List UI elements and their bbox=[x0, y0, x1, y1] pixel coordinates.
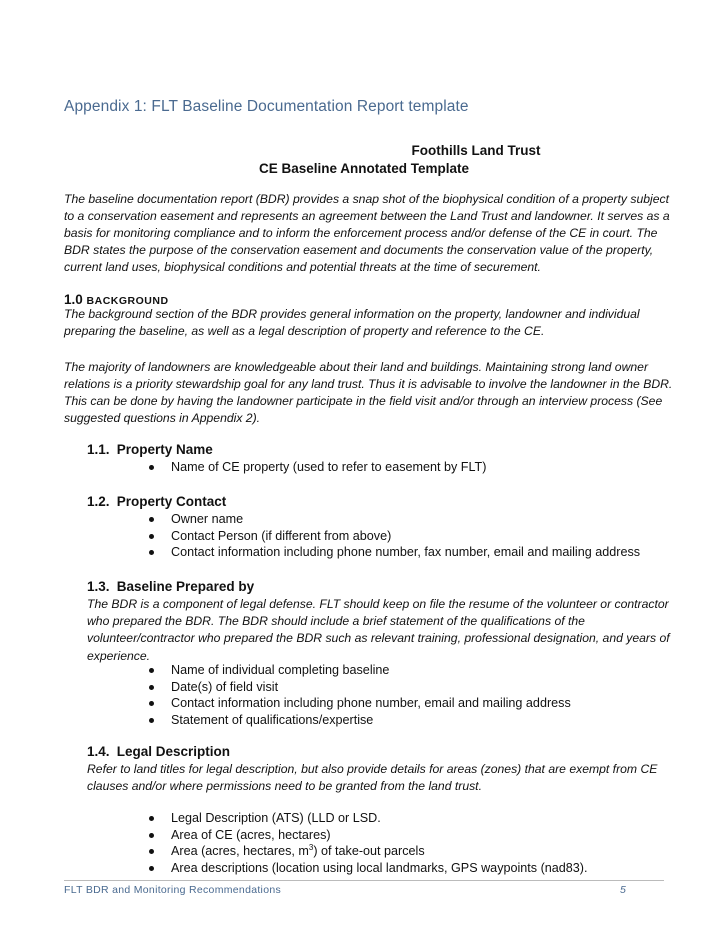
list-item: Contact information including phone number, fax number, email and mailing address bbox=[148, 544, 640, 561]
bullet-list-property-name bbox=[148, 459, 486, 476]
section-title: BACKGROUND bbox=[86, 295, 169, 307]
bullet-list-property-contact bbox=[148, 511, 640, 561]
landowner-paragraph: The majority of landowners are knowledgeable about their land and buildings. Maintaining strong land owner relations is a priority stewardship goal for any land trust. Thus it is advisable to involve the landowner in the BDR. This can be done by having the landowner participate in the field visit and/or through an interview process (See suggested questions in Appendix 2). bbox=[64, 360, 673, 426]
footer-divider bbox=[64, 880, 664, 881]
subsection-heading-property-name bbox=[87, 442, 213, 457]
legal-description-text: Refer to land titles for legal description, but also provide details for areas (zones) that are exempt from CE clauses and/or where permissions need to be granted from the land trust. bbox=[87, 762, 658, 794]
list-item: Name of CE property (used to refer to easement by FLT) bbox=[148, 459, 486, 476]
list-item: Contact Person (if different from above) bbox=[148, 528, 640, 545]
subsection-number: 1.3. bbox=[87, 579, 110, 594]
template-title: CE Baseline Annotated Template bbox=[258, 161, 470, 176]
list-item bbox=[148, 843, 588, 860]
bullet-list-legal-description bbox=[148, 810, 588, 876]
list-item: Legal Description (ATS) (LLD or LSD. bbox=[148, 810, 588, 827]
list-item: Date(s) of field visit bbox=[148, 679, 571, 696]
section-number: 1.0 bbox=[64, 292, 83, 307]
subsection-number: 1.2. bbox=[87, 494, 110, 509]
list-item: Area of CE (acres, hectares) bbox=[148, 827, 588, 844]
subsection-number: 1.1. bbox=[87, 442, 110, 457]
subsection-heading-legal-description bbox=[87, 744, 230, 759]
subsection-number: 1.4. bbox=[87, 744, 110, 759]
subsection-title: Property Name bbox=[116, 442, 213, 457]
subsection-title: Property Contact bbox=[116, 494, 227, 509]
area-text: Area (acres, hectares, m bbox=[171, 844, 309, 859]
background-paragraph: The background section of the BDR provides general information on the property, landowner and individual preparing the baseline, as well as a legal description of property and reference to the CE. bbox=[64, 307, 640, 339]
appendix-heading: Appendix 1: FLT Baseline Documentation Report template bbox=[64, 98, 469, 115]
section-heading-background bbox=[64, 292, 169, 307]
list-item: Name of individual completing baseline bbox=[148, 662, 571, 679]
subsection-heading-baseline-prepared-by bbox=[87, 579, 254, 594]
subsection-heading-property-contact bbox=[87, 494, 226, 509]
intro-paragraph: The baseline documentation report (BDR) provides a snap shot of the biophysical condition of a property subject to a conservation easement and represents an agreement between the Land Trust and landowner. It serves as a basis for monitoring compliance and to inform the enforcement process and/or defense of the CE in court. The BDR states the purpose of the conservation easement and documents the conservation value of the property, current land uses, biophysical conditions and potential threats at the time of securement. bbox=[64, 192, 670, 275]
footer-title: FLT BDR and Monitoring Recommendations bbox=[64, 884, 282, 896]
bullet-list-baseline-prepared bbox=[148, 662, 571, 728]
org-title: Foothills Land Trust bbox=[411, 143, 541, 158]
area-suffix: ) of take-out parcels bbox=[313, 844, 425, 859]
cubic-superscript: 3 bbox=[308, 843, 314, 852]
page-number: 5 bbox=[620, 884, 626, 896]
list-item: Contact information including phone number, email and mailing address bbox=[148, 695, 571, 712]
list-item: Owner name bbox=[148, 511, 640, 528]
list-item: Area descriptions (location using local landmarks, GPS waypoints (nad83). bbox=[148, 860, 588, 877]
subsection-title: Legal Description bbox=[116, 744, 231, 759]
baseline-prepared-description: The BDR is a component of legal defense. FLT should keep on file the resume of the volunteer or contractor who prepared the BDR. The BDR should include a brief statement of the qualifications of the volunteer/contractor who prepared the BDR such as relevant training, professional designation, and years of experience. bbox=[87, 597, 670, 663]
subsection-title: Baseline Prepared by bbox=[116, 579, 255, 594]
list-item: Statement of qualifications/expertise bbox=[148, 712, 571, 729]
